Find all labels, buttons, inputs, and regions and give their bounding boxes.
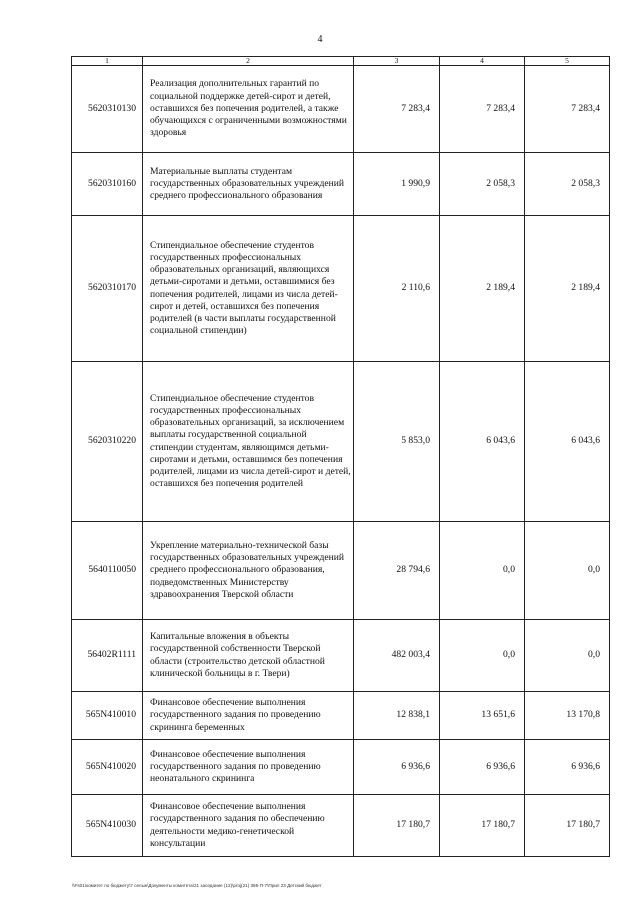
row-value-col5: 0,0	[525, 620, 610, 692]
row-description: Капитальные вложения в объекты государственной собственности Тверской области (строительство детской областной клинической больницы в г. Твери)	[143, 620, 354, 692]
row-value-col4: 2 058,3	[440, 153, 525, 216]
row-code: 56402R1111	[72, 620, 143, 692]
row-value-col3: 28 794,6	[354, 522, 440, 620]
table-row	[72, 740, 610, 795]
row-value-col3: 12 838,1	[354, 692, 440, 740]
table-row	[72, 66, 610, 153]
row-value-col4: 0,0	[440, 620, 525, 692]
row-description: Стипендиальное обеспечение студентов государственных профессиональных образовательных организаций, являющихся детьми-сиротами и детьми, оставшимися без попечения родителей, лицами из числа детей-сирот и детей, оставшихся без попечения родителей (в части выплаты государственной социальной стипендии)	[143, 216, 354, 362]
row-value-col3: 17 180,7	[354, 795, 440, 857]
row-value-col3: 7 283,4	[354, 66, 440, 153]
file-path-footer: \\Fs01\комитет по бюджету\7 сельж\Документы комитета\21 заседание (12)\proj(21) 385-П-7\Прил 23 Детский бюджет	[72, 883, 322, 888]
table-row	[72, 692, 610, 740]
header-row	[72, 57, 610, 66]
page-number: 4	[317, 34, 323, 45]
column-header: 5	[525, 57, 610, 66]
row-value-col4: 6 043,6	[440, 362, 525, 522]
row-description: Финансовое обеспечение выполнения государственного задания по проведению скрининга беременных	[143, 692, 354, 740]
row-description: Укрепление материально-технической базы государственных образовательных учреждений среднего профессионального образования, подведомственных Министерству здравоохранения Тверской области	[143, 522, 354, 620]
row-value-col3: 2 110,6	[354, 216, 440, 362]
row-value-col5: 17 180,7	[525, 795, 610, 857]
row-code: 5620310130	[72, 66, 143, 153]
column-header: 3	[354, 57, 440, 66]
table-row	[72, 362, 610, 522]
table-row	[72, 795, 610, 857]
budget-table	[71, 56, 610, 857]
row-value-col5: 6 043,6	[525, 362, 610, 522]
row-value-col4: 6 936,6	[440, 740, 525, 795]
column-header: 1	[72, 57, 143, 66]
row-value-col4: 0,0	[440, 522, 525, 620]
row-code: 565N410010	[72, 692, 143, 740]
row-value-col4: 17 180,7	[440, 795, 525, 857]
row-value-col3: 5 853,0	[354, 362, 440, 522]
row-value-col4: 7 283,4	[440, 66, 525, 153]
row-code: 565N410020	[72, 740, 143, 795]
row-value-col5: 2 189,4	[525, 216, 610, 362]
row-description: Реализация дополнительных гарантий по социальной поддержке детей-сирот и детей, оставшихся без попечения родителей, а также обучающихся с ограниченными возможностями здоровья	[143, 66, 354, 153]
column-header: 2	[143, 57, 354, 66]
row-description: Финансовое обеспечение выполнения государственного задания по проведению неонатального скрининга	[143, 740, 354, 795]
row-code: 5620310220	[72, 362, 143, 522]
row-value-col3: 1 990,9	[354, 153, 440, 216]
table-row	[72, 522, 610, 620]
row-value-col5: 13 170,8	[525, 692, 610, 740]
row-value-col5: 2 058,3	[525, 153, 610, 216]
column-header: 4	[440, 57, 525, 66]
row-value-col5: 0,0	[525, 522, 610, 620]
row-value-col4: 2 189,4	[440, 216, 525, 362]
row-description: Стипендиальное обеспечение студентов государственных профессиональных образовательных организаций, за исключением выплаты государственной социальной стипендии студентам, являющимся детьми-сиротами и детьми, оставшимся без попечения родителей, лицами из числа детей-сирот и детей, оставшихся без попечения родителей	[143, 362, 354, 522]
table-row	[72, 153, 610, 216]
row-value-col3: 482 003,4	[354, 620, 440, 692]
row-description: Материальные выплаты студентам государственных образовательных учреждений среднего профессионального образования	[143, 153, 354, 216]
row-code: 5640110050	[72, 522, 143, 620]
row-value-col4: 13 651,6	[440, 692, 525, 740]
row-code: 5620310160	[72, 153, 143, 216]
row-description: Финансовое обеспечение выполнения государственного задания по обеспечению деятельности медико-генетической консультации	[143, 795, 354, 857]
row-value-col5: 6 936,6	[525, 740, 610, 795]
table-row	[72, 620, 610, 692]
row-value-col5: 7 283,4	[525, 66, 610, 153]
table-row	[72, 216, 610, 362]
row-code: 5620310170	[72, 216, 143, 362]
row-code: 565N410030	[72, 795, 143, 857]
row-value-col3: 6 936,6	[354, 740, 440, 795]
